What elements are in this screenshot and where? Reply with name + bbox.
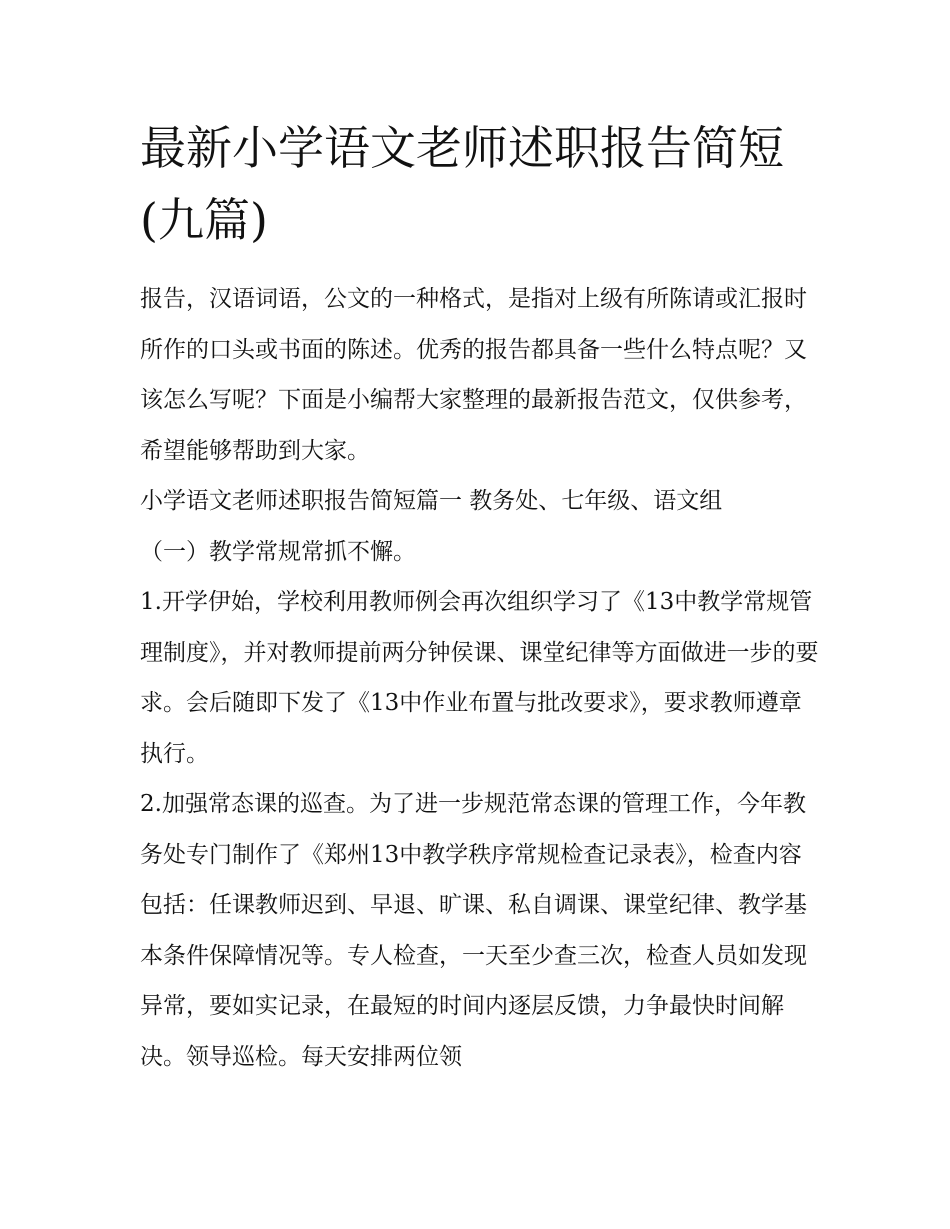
section-heading: 小学语文老师述职报告简短篇一 教务处、七年级、语文组 (140, 488, 723, 514)
document-body (140, 274, 820, 1082)
intro-paragraph: 报告，汉语词语，公文的一种格式，是指对上级有所陈请或汇报时所作的口头或书面的陈述。优秀的报告都具备一些什么特点呢？又该怎么写呢？下面是小编帮大家整理的最新报告范文，仅供参考，希望能够帮助到大家。 (140, 286, 807, 464)
subsection-heading: （一）教学常规常抓不懈。 (140, 538, 416, 565)
item-paragraph-1: 1.开学伊始，学校利用教师例会再次组织学习了《13中教学常规管理制度》，并对教师提前两分钟侯课、课堂纪律等方面做进一步的要求。会后随即下发了《13中作业布置与批改要求》，要求教师遵章执行。 (140, 589, 819, 767)
document-content (140, 112, 820, 1082)
item-paragraph-2: 2.加强常态课的巡查。为了进一步规范常态课的管理工作，今年教务处专门制作了《郑州13中教学秩序常规检查记录表》，检查内容包括：任课教师迟到、早退、旷课、私自调课、课堂纪律、教学基本条件保障情况等。专人检查，一天至少查三次，检查人员如发现异常，要如实记录，在最短的时间内逐层反馈，力争最快时间解决。领导巡检。每天安排两位领 (140, 791, 807, 1070)
document-title: 最新小学语文老师述职报告简短(九篇) (140, 121, 784, 247)
